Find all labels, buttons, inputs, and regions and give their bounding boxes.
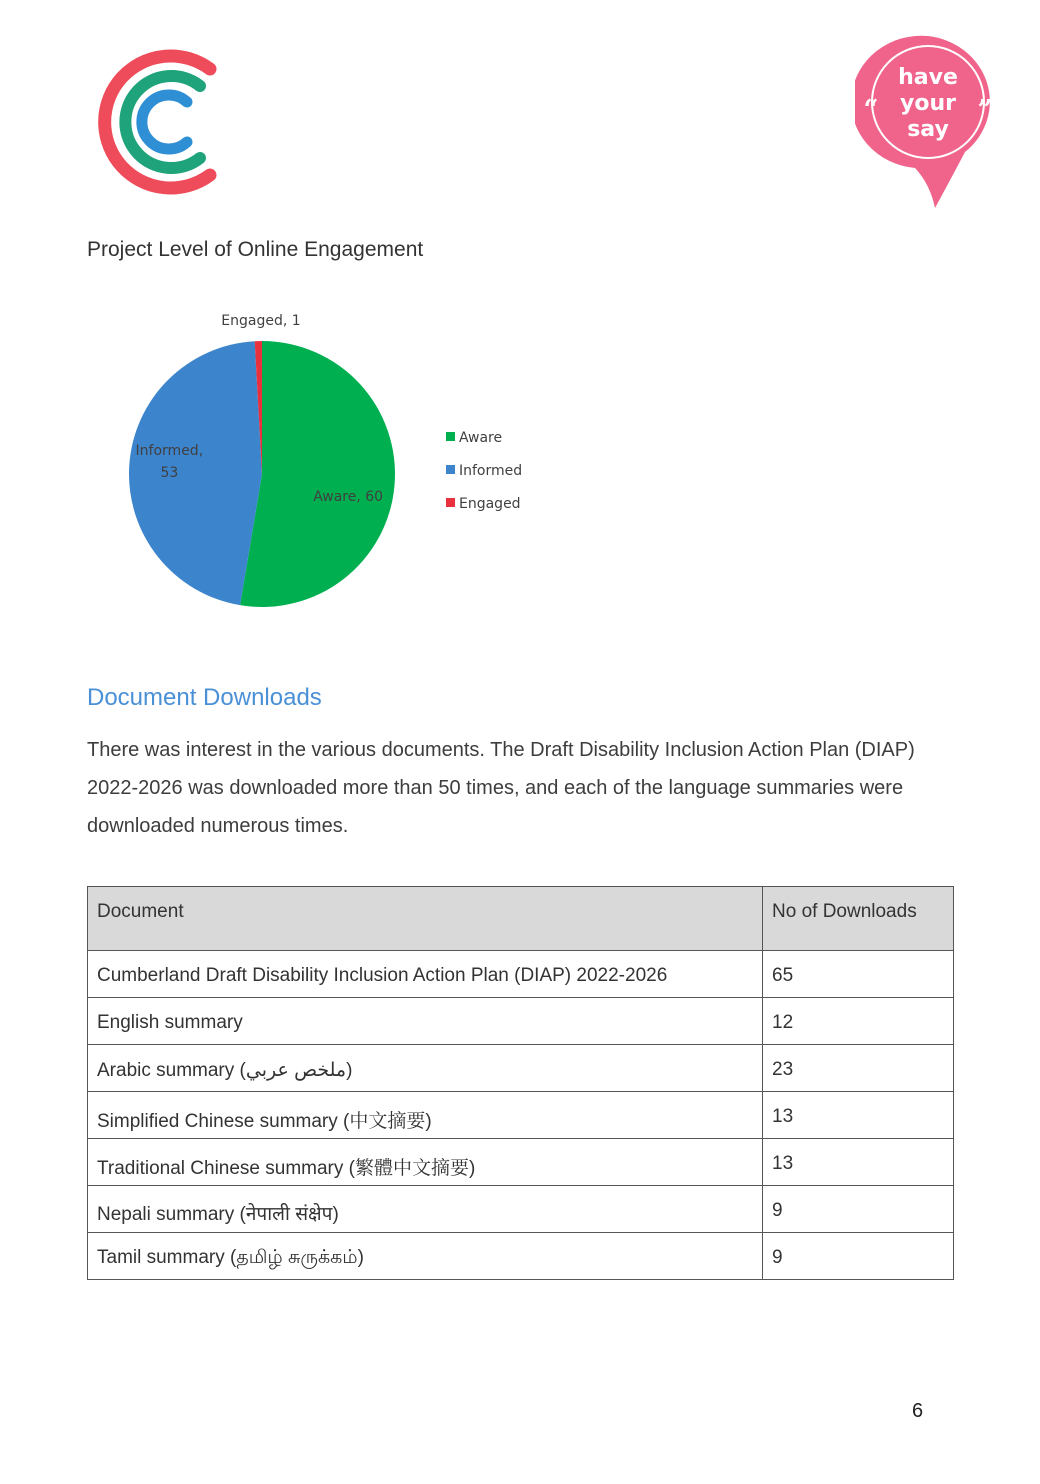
data-label-engaged: Engaged, 1 [221, 313, 301, 330]
cell-document: Cumberland Draft Disability Inclusion Action Plan (DIAP) 2022-2026 [88, 951, 763, 998]
table-row [88, 1139, 954, 1186]
cell-downloads: 12 [763, 998, 954, 1045]
engagement-pie-chart [110, 310, 560, 630]
cell-document: Arabic summary (ملخص عربي) [88, 1045, 763, 1092]
have-your-say-logo [855, 34, 1005, 214]
data-label-informed-name: Informed, [135, 443, 204, 460]
legend-swatch-aware [446, 432, 455, 441]
legend-label-aware: Aware [459, 430, 503, 446]
data-label-informed-value: 53 [160, 465, 179, 482]
header-downloads: No of Downloads [763, 887, 954, 951]
downloads-table [87, 886, 954, 1280]
cell-document: Tamil summary (தமிழ் சுருக்கம்) [88, 1233, 763, 1280]
table-row [88, 1092, 954, 1139]
logo-text-say: say [907, 117, 949, 142]
body-paragraph: There was interest in the various documents. The Draft Disability Inclusion Action Plan (DIAP) 2022-2026 was downloaded more than 50 times, and each of the language summaries were downloaded numerous times. [87, 739, 915, 837]
cell-document: Traditional Chinese summary (繁體中文摘要) [88, 1139, 763, 1186]
table-row [88, 1045, 954, 1092]
pie-slice-informed [129, 341, 262, 605]
header-document: Document [88, 887, 763, 951]
cell-downloads: 65 [763, 951, 954, 998]
data-label-aware: Aware, 60 [313, 489, 384, 506]
table-header-row [88, 887, 954, 951]
cumberland-logo [92, 44, 232, 200]
legend-swatch-informed [446, 465, 455, 474]
cell-downloads: 9 [763, 1233, 954, 1280]
section-heading: Document Downloads [87, 684, 322, 711]
legend-swatch-engaged [446, 498, 455, 507]
cell-downloads: 13 [763, 1139, 954, 1186]
cell-document: Simplified Chinese summary (中文摘要) [88, 1092, 763, 1139]
cell-document: English summary [88, 998, 763, 1045]
logo-close-quote: ” [977, 95, 993, 125]
table-row [88, 998, 954, 1045]
pie-slice-aware [240, 341, 395, 607]
table-row [88, 951, 954, 998]
logo-text-your: your [900, 91, 956, 116]
legend-label-informed: Informed [459, 463, 523, 479]
logo-text-have: have [898, 65, 958, 90]
table-row [88, 1186, 954, 1233]
cell-downloads: 23 [763, 1045, 954, 1092]
page-number: 6 [912, 1400, 924, 1422]
chart-title: Project Level of Online Engagement [87, 238, 424, 261]
cell-downloads: 13 [763, 1092, 954, 1139]
cell-downloads: 9 [763, 1186, 954, 1233]
cell-document: Nepali summary (नेपाली संक्षेप) [88, 1186, 763, 1233]
logo-open-quote: “ [863, 95, 879, 125]
legend-label-engaged: Engaged [459, 496, 521, 512]
table-row [88, 1233, 954, 1280]
